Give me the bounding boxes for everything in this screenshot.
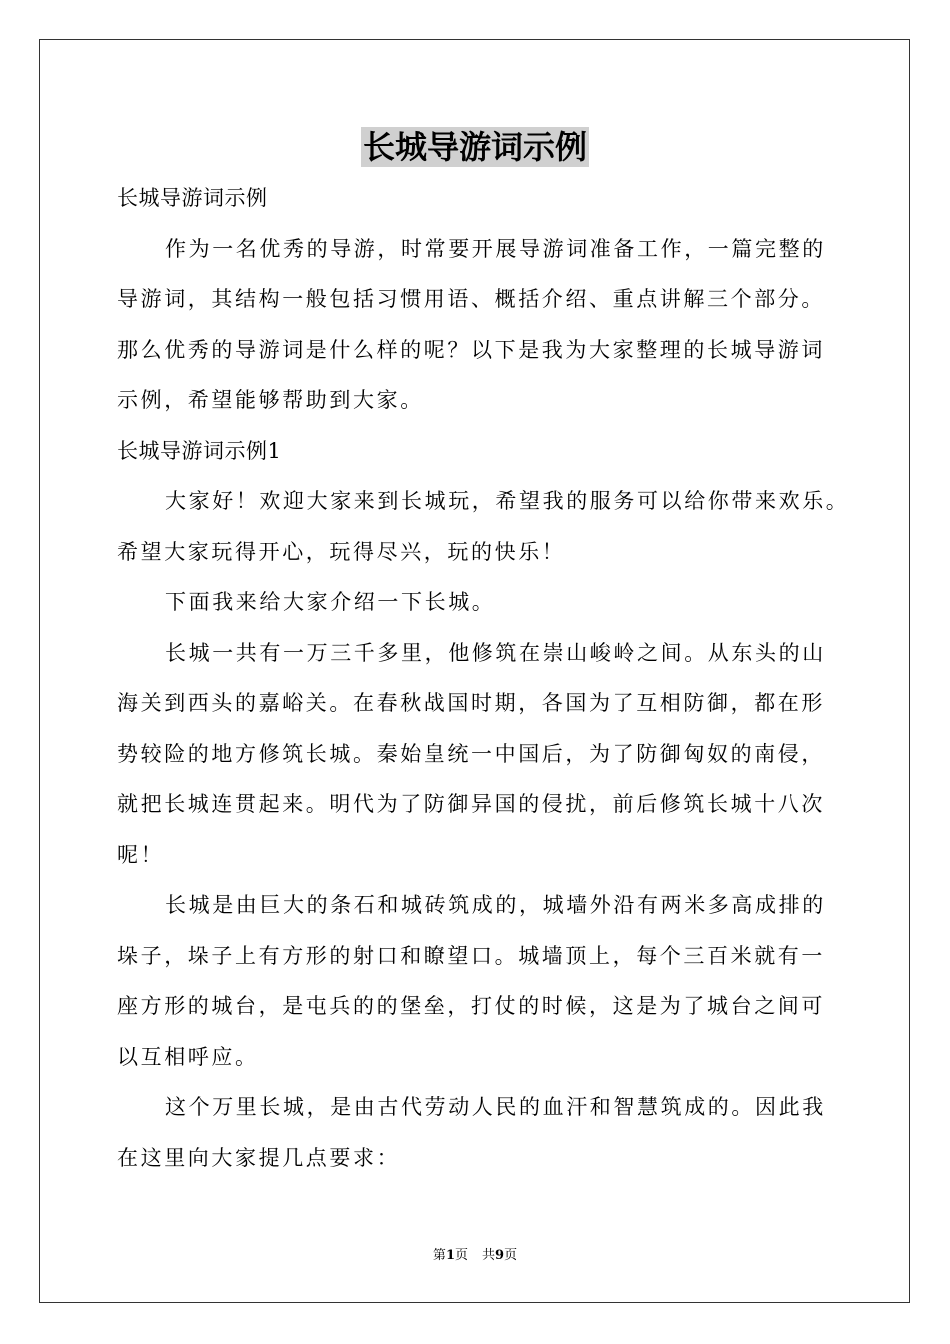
text-line: 垛子，垛子上有方形的射口和瞭望口。城墙顶上，每个三百米就有一 [117,943,825,968]
text-line: 这个万里长城，是由古代劳动人民的血汗和智慧筑成的。因此我 [165,1095,826,1119]
current-page-number: 1 [445,1248,455,1263]
text-line: 那么优秀的导游词是什么样的呢？以下是我为大家整理的长城导游词 [117,337,825,362]
text-line: 长城导游词示例 [117,186,268,210]
text-line: 导游词，其结构一般包括习惯用语、概括介绍、重点讲解三个部分。 [117,287,825,311]
text-line: 大家好！欢迎大家来到长城玩，希望我的服务可以给你带来欢乐。 [165,489,850,513]
text-line: 长城是由巨大的条石和城砖筑成的，城墙外沿有两米多高成排的 [165,893,826,917]
text-line: 在这里向大家提几点要求： [117,1145,401,1170]
text-line: 示例，希望能够帮助到大家。 [117,388,424,412]
page-prefix: 第 [432,1248,446,1263]
document-title: 长城导游词示例 [362,128,587,166]
page-unit: 页 [454,1248,468,1263]
total-prefix: 共 [482,1248,496,1263]
text-line: 就把长城连贯起来。明代为了防御异国的侵扰，前后修筑长城十八次 [117,792,825,816]
text-line: 希望大家玩得开心，玩得尽兴，玩的快乐！ [117,539,566,564]
text-line: 长城一共有一万三千多里，他修筑在崇山峻岭之间。从东头的山 [165,640,826,665]
text-line: 作为一名优秀的导游，时常要开展导游词准备工作，一篇完整的 [165,236,826,261]
document-body [117,180,850,1190]
text-line: 下面我来给大家介绍一下长城。 [165,590,496,614]
text-line: 势较险的地方修筑长城。秦始皇统一中国后，为了防御匈奴的南侵， [117,741,825,766]
text-line: 长城导游词示例1 [117,438,282,463]
text-line: 海关到西头的嘉峪关。在春秋战国时期，各国为了互相防御，都在形 [117,691,825,715]
title-container [0,127,950,167]
total-unit: 页 [504,1248,518,1263]
text-line: 呢！ [117,842,165,867]
page-footer [0,1246,950,1266]
text-line: 以互相呼应。 [117,1044,259,1069]
total-page-number: 9 [495,1248,505,1263]
text-line: 座方形的城台，是屯兵的的堡垒，打仗的时候，这是为了城台之间可 [117,994,825,1018]
